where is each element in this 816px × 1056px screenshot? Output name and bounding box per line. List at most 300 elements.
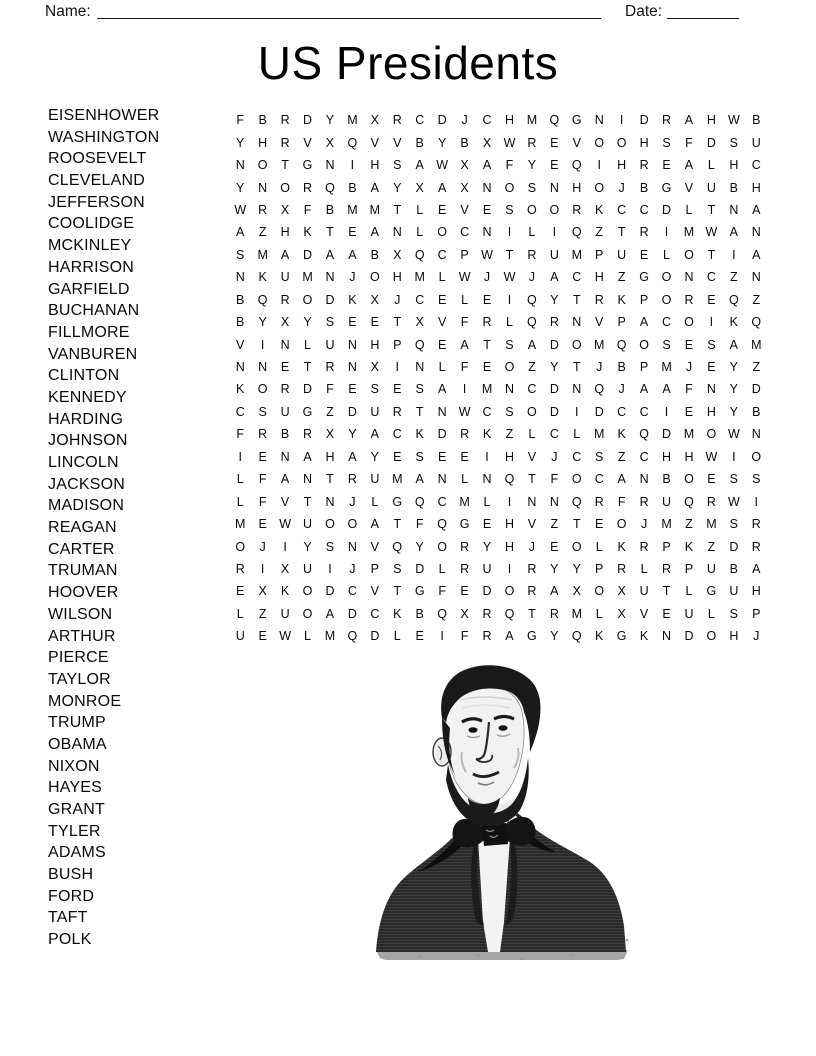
grid-letter: A	[684, 113, 694, 128]
grid-letter: I	[507, 561, 512, 576]
grid-letter: E	[662, 606, 671, 621]
grid-letter: H	[370, 158, 380, 173]
grid-letter: G	[459, 517, 470, 532]
grid-letter: K	[617, 539, 626, 554]
grid-letter: V	[684, 180, 694, 195]
grid-letter: N	[415, 360, 425, 375]
grid-letter: A	[505, 629, 514, 644]
grid-letter: Y	[325, 113, 335, 128]
portrait-face	[445, 686, 524, 805]
grid-letter: N	[235, 158, 245, 173]
grid-letter: I	[440, 629, 444, 644]
date-blank-line	[667, 18, 739, 19]
grid-letter: C	[437, 247, 447, 262]
grid-letter: F	[326, 382, 334, 397]
grid-letter: B	[280, 427, 290, 442]
grid-letter: O	[616, 135, 627, 150]
grid-letter: H	[594, 270, 604, 285]
grid-letter: H	[706, 404, 716, 419]
grid-letter: E	[550, 158, 559, 173]
grid-letter: T	[281, 158, 289, 173]
grid-letter: R	[258, 427, 268, 442]
grid-letter: M	[706, 517, 717, 532]
word-item: LINCOLN	[48, 454, 119, 471]
grid-letter: R	[482, 315, 492, 330]
grid-letter: K	[595, 629, 604, 644]
grid-letter: E	[348, 315, 357, 330]
grid-letter: N	[684, 270, 694, 285]
grid-letter: E	[707, 360, 716, 375]
grid-letter: Q	[594, 382, 605, 397]
grid-letter: V	[572, 135, 581, 150]
grid-letter: W	[481, 247, 493, 262]
grid-letter: T	[393, 315, 402, 330]
grid-letter: S	[662, 337, 671, 352]
grid-letter: X	[460, 180, 469, 195]
grid-letter: X	[370, 113, 380, 128]
grid-letter: I	[260, 337, 265, 352]
grid-letter: V	[370, 584, 380, 599]
grid-letter: B	[729, 561, 739, 576]
grid-letter: E	[550, 135, 559, 150]
grid-letter: A	[729, 225, 739, 240]
grid-letter: X	[393, 247, 402, 262]
grid-letter: U	[684, 606, 694, 621]
grid-letter: H	[617, 158, 627, 173]
grid-letter: W	[727, 113, 740, 128]
grid-letter: R	[594, 292, 604, 307]
grid-letter: I	[507, 292, 512, 307]
grid-letter: L	[416, 202, 424, 217]
grid-letter: N	[437, 404, 447, 419]
word-item: MCKINLEY	[48, 237, 132, 255]
grid-letter: E	[662, 158, 671, 173]
grid-letter: G	[706, 584, 717, 599]
word-item: COOLIDGE	[48, 215, 135, 233]
grid-letter: Q	[392, 539, 403, 554]
grid-letter: H	[729, 629, 739, 644]
grid-letter: T	[572, 517, 581, 532]
grid-letter: F	[438, 584, 446, 599]
grid-letter: N	[437, 472, 447, 487]
grid-letter: I	[485, 449, 489, 464]
grid-letter: F	[460, 360, 469, 375]
grid-letter: O	[527, 404, 537, 419]
grid-letter: A	[348, 247, 357, 262]
grid-letter: O	[437, 225, 448, 240]
grid-letter: G	[616, 629, 627, 644]
grid-letter: I	[575, 404, 579, 419]
grid-letter: I	[507, 494, 512, 509]
grid-letter: R	[235, 561, 245, 576]
grid-letter: M	[683, 225, 695, 240]
grid-letter: Q	[728, 292, 739, 307]
word-item: GRANT	[48, 801, 105, 818]
grid-letter: S	[662, 135, 671, 150]
grid-letter: V	[303, 135, 312, 150]
grid-letter: U	[639, 584, 649, 599]
grid-letter: D	[303, 382, 313, 397]
grid-letter: Y	[393, 180, 402, 195]
grid-letter: E	[258, 517, 267, 532]
grid-letter: E	[482, 292, 492, 307]
grid-letter: W	[436, 158, 449, 173]
grid-letter: M	[594, 427, 605, 442]
grid-letter: N	[235, 360, 245, 375]
grid-letter: M	[302, 270, 313, 285]
grid-letter: T	[483, 337, 491, 352]
grid-letter: H	[258, 135, 268, 150]
grid-letter: L	[461, 472, 469, 487]
grid-letter: K	[729, 315, 739, 330]
grid-letter: N	[482, 472, 492, 487]
grid-letter: J	[551, 449, 558, 464]
grid-letter: X	[617, 584, 626, 599]
grid-letter: W	[458, 270, 471, 285]
grid-letter: W	[705, 449, 718, 464]
grid-letter: N	[235, 270, 245, 285]
grid-letter: M	[235, 517, 246, 532]
grid-letter: M	[751, 337, 762, 352]
grid-letter: P	[393, 337, 402, 352]
grid-letter: T	[707, 247, 716, 262]
grid-letter: G	[392, 494, 403, 509]
grid-letter: Z	[505, 427, 514, 442]
grid-letter: D	[662, 427, 672, 442]
grid-letter: J	[618, 382, 625, 397]
grid-letter: R	[572, 202, 582, 217]
grid-letter: R	[303, 180, 313, 195]
grid-letter: P	[752, 606, 761, 621]
word-item: MADISON	[48, 497, 125, 515]
word-item: CLINTON	[48, 367, 120, 385]
grid-letter: I	[619, 113, 624, 128]
grid-letter: L	[528, 427, 536, 442]
grid-letter: I	[395, 360, 400, 375]
grid-letter: Y	[258, 315, 267, 330]
grid-letter: B	[236, 315, 245, 330]
grid-letter: F	[685, 382, 693, 397]
grid-letter: O	[571, 472, 582, 487]
grid-letter: C	[347, 584, 357, 599]
grid-letter: O	[504, 360, 515, 375]
grid-letter: R	[325, 360, 335, 375]
grid-letter: T	[528, 606, 536, 621]
grid-letter: T	[528, 472, 536, 487]
grid-letter: J	[528, 270, 536, 285]
grid-letter: N	[325, 494, 335, 509]
grid-letter: C	[370, 606, 380, 621]
grid-letter: O	[257, 158, 268, 173]
grid-letter: H	[325, 449, 335, 464]
grid-letter: L	[595, 539, 603, 554]
grid-letter: N	[527, 494, 537, 509]
grid-letter: Z	[550, 517, 559, 532]
grid-letter: X	[280, 202, 290, 217]
grid-letter: J	[753, 629, 760, 644]
grid-letter: A	[370, 517, 380, 532]
grid-letter: J	[259, 539, 266, 554]
grid-letter: O	[527, 202, 537, 217]
grid-letter: O	[661, 270, 672, 285]
grid-letter: D	[325, 292, 335, 307]
grid-letter: N	[347, 360, 357, 375]
grid-letter: I	[507, 225, 512, 240]
grid-letter: V	[370, 135, 380, 150]
word-item: HOOVER	[48, 584, 119, 602]
grid-letter: J	[685, 360, 693, 375]
word-item: BUSH	[48, 866, 94, 884]
grid-letter: F	[303, 202, 312, 217]
grid-letter: N	[594, 113, 604, 128]
grid-letter: M	[257, 247, 268, 262]
grid-letter: H	[504, 517, 514, 532]
grid-letter: R	[347, 472, 357, 487]
grid-letter: E	[460, 584, 469, 599]
grid-letter: K	[415, 427, 424, 442]
grid-letter: K	[303, 225, 312, 240]
header-row	[45, 2, 740, 26]
grid-letter: X	[617, 606, 626, 621]
grid-letter: W	[279, 629, 291, 644]
grid-letter: S	[325, 315, 335, 330]
grid-letter: E	[595, 517, 604, 532]
grid-letter: T	[572, 360, 581, 375]
grid-letter: M	[661, 360, 672, 375]
grid-letter: F	[258, 472, 267, 487]
grid-letter: Q	[571, 225, 582, 240]
grid-letter: U	[729, 584, 739, 599]
grid-letter: K	[348, 292, 357, 307]
grid-letter: B	[460, 135, 469, 150]
grid-letter: O	[639, 337, 649, 352]
grid-letter: Q	[571, 158, 582, 173]
grid-letter: H	[751, 180, 761, 195]
grid-letter: I	[732, 247, 736, 262]
grid-letter: U	[549, 247, 559, 262]
grid-letter: Z	[617, 449, 626, 464]
grid-letter: P	[460, 247, 469, 262]
grid-letter: T	[505, 247, 514, 262]
name-blank-line	[97, 18, 601, 19]
grid-letter: R	[280, 113, 290, 128]
grid-letter: T	[393, 517, 402, 532]
grid-letter: K	[236, 382, 245, 397]
grid-letter: Q	[414, 337, 425, 352]
grid-letter: N	[751, 225, 761, 240]
grid-letter: Q	[347, 629, 358, 644]
grid-letter: X	[258, 584, 267, 599]
grid-letter: W	[503, 135, 516, 150]
grid-letter: N	[751, 427, 761, 442]
grid-letter: A	[639, 315, 649, 330]
grid-letter: E	[460, 449, 469, 464]
grid-letter: H	[504, 113, 514, 128]
grid-letter: R	[639, 225, 649, 240]
grid-letter: B	[348, 180, 357, 195]
grid-letter: C	[415, 292, 425, 307]
grid-letter: A	[370, 180, 380, 195]
grid-letter: S	[325, 539, 335, 554]
grid-letter: U	[370, 404, 380, 419]
grid-letter: C	[572, 449, 582, 464]
grid-letter: D	[303, 247, 313, 262]
grid-letter: M	[392, 472, 403, 487]
grid-letter: S	[415, 382, 424, 397]
grid-letter: O	[594, 584, 605, 599]
grid-letter: M	[594, 337, 605, 352]
grid-letter: B	[325, 202, 335, 217]
grid-letter: L	[236, 472, 244, 487]
grid-letter: C	[572, 270, 582, 285]
grid-letter: R	[280, 382, 290, 397]
grid-letter: G	[527, 629, 537, 644]
grid-letter: S	[595, 449, 604, 464]
grid-letter: A	[437, 382, 447, 397]
word-list	[48, 105, 223, 951]
grid-letter: Y	[729, 382, 739, 397]
grid-letter: O	[706, 427, 717, 442]
grid-letter: V	[460, 202, 469, 217]
grid-letter: J	[618, 180, 625, 195]
word-item: KENNEDY	[48, 388, 127, 406]
grid-letter: G	[571, 113, 582, 128]
grid-letter: D	[437, 113, 447, 128]
grid-letter: D	[639, 113, 649, 128]
grid-letter: Q	[549, 113, 560, 128]
grid-letter: N	[482, 180, 492, 195]
grid-letter: S	[505, 202, 514, 217]
grid-letter: O	[549, 202, 560, 217]
grid-letter: Q	[684, 494, 694, 509]
grid-letter: U	[662, 494, 672, 509]
grid-letter: L	[685, 202, 693, 217]
grid-letter: G	[639, 270, 649, 285]
grid-letter: N	[504, 382, 514, 397]
word-item: BUCHANAN	[48, 302, 140, 320]
grid-letter: Q	[504, 606, 515, 621]
word-item: JOHNSON	[48, 432, 128, 450]
grid-letter: Z	[258, 606, 267, 621]
grid-letter: N	[729, 202, 739, 217]
grid-letter: F	[617, 494, 626, 509]
grid-letter: I	[732, 449, 736, 464]
grid-letter: Z	[617, 270, 626, 285]
grid-letter: M	[347, 202, 358, 217]
grid-letter: U	[617, 247, 627, 262]
grid-letter: Q	[751, 315, 762, 330]
grid-letter: O	[369, 270, 380, 285]
grid-letter: K	[595, 202, 604, 217]
grid-letter: R	[527, 135, 537, 150]
grid-letter: P	[684, 561, 694, 576]
grid-letter: S	[707, 337, 716, 352]
grid-letter: C	[639, 449, 649, 464]
word-item: WILSON	[48, 605, 113, 623]
grid-letter: M	[481, 382, 493, 397]
grid-letter: L	[595, 606, 603, 621]
grid-letter: I	[350, 158, 355, 173]
letter-grid	[229, 109, 768, 648]
word-item: WASHINGTON	[48, 128, 160, 146]
grid-letter: F	[685, 135, 693, 150]
grid-letter: A	[482, 158, 492, 173]
grid-letter: R	[594, 494, 604, 509]
grid-letter: U	[751, 135, 761, 150]
grid-letter: E	[258, 629, 267, 644]
grid-letter: X	[280, 315, 290, 330]
word-item: TAFT	[48, 909, 88, 927]
grid-letter: Z	[685, 517, 693, 532]
grid-letter: L	[438, 360, 446, 375]
grid-letter: V	[280, 494, 290, 509]
grid-letter: C	[437, 494, 447, 509]
grid-letter: A	[280, 247, 290, 262]
word-item: POLK	[48, 931, 92, 949]
grid-letter: A	[527, 337, 537, 352]
grid-letter: B	[639, 180, 649, 195]
name-label: Name:	[45, 3, 91, 20]
grid-letter: S	[370, 382, 380, 397]
grid-letter: Y	[527, 158, 537, 173]
grid-letter: N	[258, 180, 268, 195]
grid-letter: X	[572, 584, 581, 599]
grid-letter: Q	[414, 494, 425, 509]
grid-letter: E	[415, 629, 424, 644]
grid-letter: K	[617, 427, 626, 442]
grid-letter: N	[325, 158, 335, 173]
grid-letter: F	[505, 158, 514, 173]
grid-letter: Y	[303, 539, 312, 554]
grid-letter: D	[549, 404, 559, 419]
grid-letter: B	[258, 113, 267, 128]
grid-letter: J	[596, 360, 603, 375]
grid-letter: K	[684, 539, 694, 554]
grid-letter: B	[752, 113, 761, 128]
grid-letter: R	[460, 539, 470, 554]
grid-letter: T	[326, 472, 334, 487]
grid-letter: U	[303, 561, 313, 576]
grid-letter: F	[460, 315, 469, 330]
grid-letter: O	[504, 584, 515, 599]
grid-letter: R	[527, 561, 537, 576]
grid-letter: J	[394, 292, 401, 307]
grid-letter: U	[370, 472, 380, 487]
grid-letter: O	[571, 539, 582, 554]
grid-letter: S	[258, 404, 267, 419]
word-item: TAYLOR	[48, 670, 111, 688]
grid-letter: P	[639, 360, 649, 375]
grid-letter: A	[325, 606, 335, 621]
grid-letter: L	[416, 225, 424, 240]
grid-letter: L	[685, 584, 693, 599]
grid-letter: R	[549, 315, 559, 330]
grid-letter: L	[438, 561, 446, 576]
grid-letter: R	[258, 202, 268, 217]
grid-letter: U	[280, 270, 290, 285]
grid-letter: V	[437, 315, 447, 330]
word-item: HARDING	[48, 410, 124, 428]
grid-letter: Y	[550, 360, 559, 375]
grid-letter: I	[462, 382, 467, 397]
grid-letter: B	[662, 472, 671, 487]
grid-letter: E	[236, 584, 245, 599]
grid-letter: R	[460, 561, 470, 576]
grid-letter: O	[571, 337, 582, 352]
grid-letter: Q	[325, 180, 335, 195]
grid-letter: T	[393, 202, 402, 217]
grid-letter: M	[414, 270, 425, 285]
